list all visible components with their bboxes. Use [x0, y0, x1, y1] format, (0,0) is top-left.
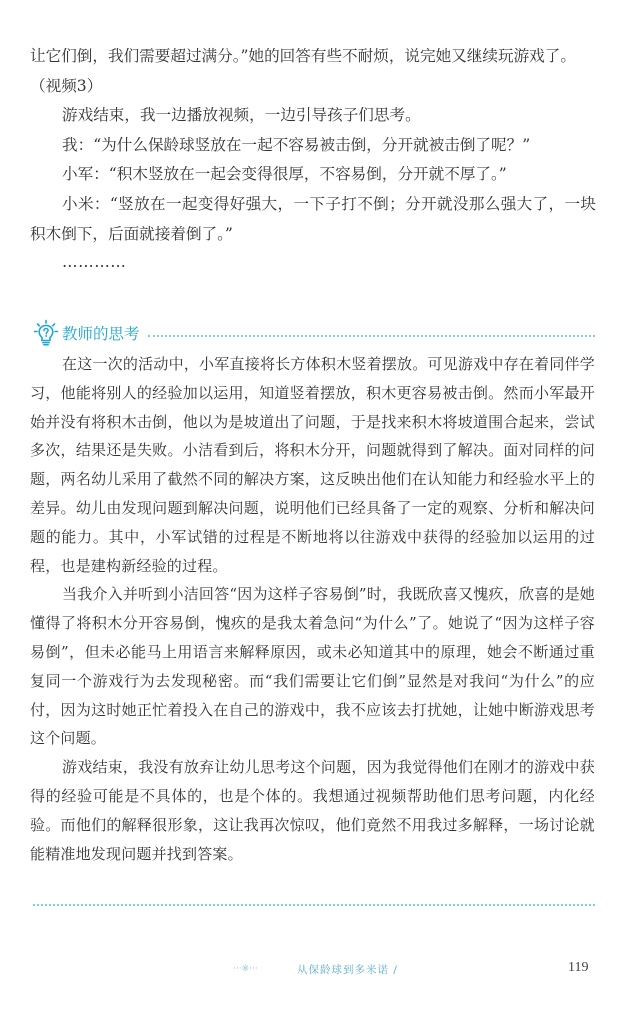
reflection-paragraph-3: 游戏结束，我没有放弃让幼儿思考这个问题，因为我觉得他们在刚才的游戏中获得的经验可能是不具体的，也是个体的。我想通过视频帮助他们思考问题，内化经验。而他们的解释很形象，这让我再次惊叹，他们竟然不用我过多解释，一场讨论就能精准地发现问题并找到答案。 — [30, 758, 595, 863]
footer-ornament: ···※··· — [233, 964, 258, 974]
dialogue-xiaomi: 小米：“竖放在一起变得好强大，一下子打不倒；分开就没那么强大了，一块积木倒下，后面就接着倒了。” — [30, 194, 596, 243]
bottom-divider — [33, 904, 595, 906]
section-header — [33, 318, 595, 348]
reflection-body — [30, 350, 595, 868]
reflection-paragraph-1: 在这一次的活动中，小军直接将长方体积木竖着摆放。可见游戏中存在着同伴学习，他能将别人的经验加以运用，知道竖着摆放，积木更容易被击倒。然而小军最开始并没有将积木击倒，他以为是坡道出了问题，于是找来积木将坡道围合起来，尝试多次，结果还是失败。小洁看到后，将积木分开，问题就得到了解决。面对同样的问题，两名幼儿采用了截然不同的解决方案，这反映出他们在认知能力和经验水平上的差异。幼儿由发现问题到解决问题，说明他们已经具备了一定的观察、分析和解决问题的能力。其中，小军试错的过程是不断地将以往游戏中获得的经验加以运用的过程，也是建构新经验的过程。 — [30, 355, 595, 575]
top-text-block — [30, 42, 596, 276]
section-divider — [148, 335, 595, 337]
paragraph-game-end: 游戏结束，我一边播放视频，一边引导孩子们思考。 — [62, 106, 421, 125]
dialogue-xiaojun: 小军：“积木竖放在一起会变得很厚，不容易倒，分开就不厚了。” — [62, 165, 507, 184]
book-title: 从保龄球到多米诺 / — [297, 964, 398, 976]
page-footer — [0, 958, 617, 982]
section-title: 教师的思考 — [62, 325, 140, 343]
reflection-paragraph-2: 当我介入并听到小洁回答“因为这样子容易倒”时，我既欣喜又愧疚，欣喜的是她懂得了将积木分开容易倒，愧疚的是我太着急问“为什么”了。她说了“因为这样子容易倒”，但未必能马上用语言来解释原因，或未必知道其中的原理，她会不断通过重复同一个游戏行为去发现秘密。而“我们需要让它们倒”显然是对我问“为什么”的应付，因为这时她正忙着投入在自己的游戏中，我不应该去打扰她，让她中断游戏思考这个问题。 — [30, 585, 595, 748]
video-reference: （视频3） — [30, 76, 103, 95]
ellipsis: ………… — [62, 253, 127, 272]
dialogue-teacher: 我：“为什么保龄球竖放在一起不容易被击倒，分开就被击倒了呢？” — [62, 135, 531, 154]
continued-line: 让它们倒，我们需要超过满分。”她的回答有些不耐烦，说完她又继续玩游戏了。 — [30, 47, 576, 65]
page-number: 119 — [568, 960, 589, 975]
lightbulb-question-icon — [33, 319, 59, 347]
